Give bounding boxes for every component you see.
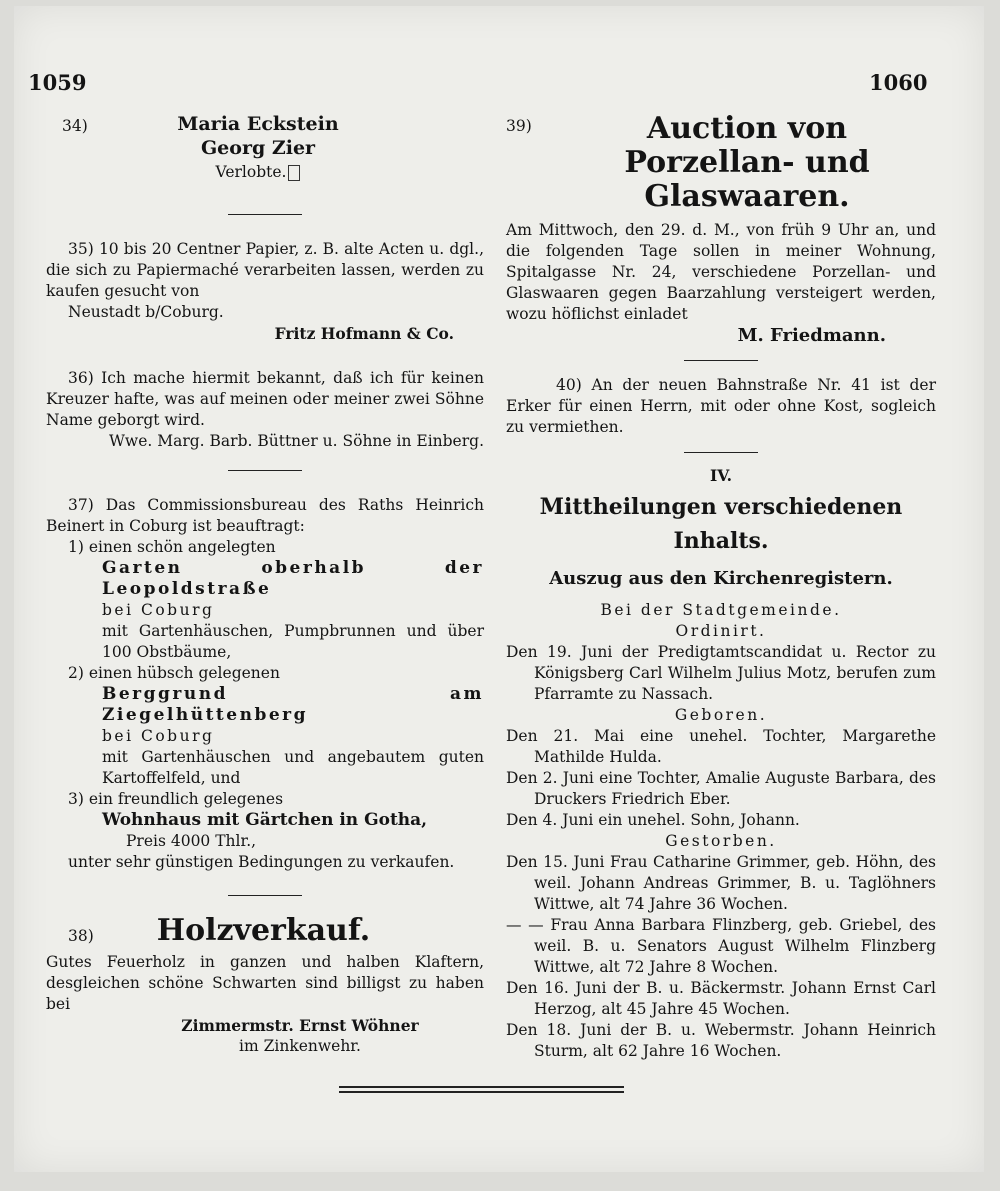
left-column [46, 112, 484, 1071]
engaged-name-2: Georg Zier [200, 137, 316, 159]
ad-intro: Das Commissionsbureau des Raths Heinrich Beinert in Coburg ist beauftragt: [46, 496, 484, 535]
newspaper-page [14, 6, 984, 1172]
died-entry-2: — — Frau Anna Barbara Flinzberg, geb. Griebel, des weil. B. u. Senators August Wilhelm Flinzberg Wittwe, alt 72 Jahre 8 Wochen. [506, 916, 936, 976]
parish-heading: Bei der Stadtgemeinde. [600, 601, 842, 619]
ad-signature: Fritz Hofmann & Co. [274, 324, 454, 343]
ad-signature: Zimmermstr. Ernst Wöhner [181, 1016, 419, 1035]
ad-number: 37) [68, 496, 94, 514]
item-2-details: mit Gartenhäuschen und angebautem guten Kartoffelfeld, und [102, 748, 484, 787]
died-entry-4: Den 18. Juni der B. u. Webermstr. Johann Heinrich Sturm, alt 62 Jahre 16 Wochen. [506, 1021, 936, 1060]
ad-text: 10 bis 20 Centner Papier, z. B. alte Acten u. dgl., die sich zu Papiermaché verarbeiten lassen, werden zu kaufen gesucht von [46, 240, 484, 300]
ad-40-room [506, 375, 936, 438]
ad-number: 34) [62, 117, 88, 135]
born-entry-3: Den 4. Juni ein unehel. Sohn, Johann. [506, 811, 800, 829]
item-3-intro: 3) ein freundlich gelegenes [68, 790, 284, 808]
ad-text: Am Mittwoch, den 29. d. M., von früh 9 Uhr an, und die folgenden Tage sollen in meiner Wohnung, Spitalgasse Nr. 24, verschiedene Porzellan- und Glaswaaren gegen Baarzahlung versteigert werden, wozu höflichst einladet [506, 221, 936, 323]
divider [228, 895, 302, 896]
ad-number: 35) [68, 240, 94, 258]
ad-headline: Auction von Porzellan- und Glaswaaren. [624, 111, 870, 214]
born-heading: Geboren. [674, 706, 768, 724]
right-column [506, 112, 936, 1062]
died-heading: Gestorben. [665, 832, 777, 850]
divider [684, 452, 758, 453]
divider [228, 214, 302, 215]
ordained-heading: Ordinirt. [675, 622, 767, 640]
ordained-entry: Den 19. Juni der Predigtamtscandidat u. Rector zu Königsberg Carl Wilhelm Julius Motz, berufen zum Pfarramte zu Nassach. [506, 643, 936, 703]
born-entry-1: Den 21. Mai eine unehel. Tochter, Margarethe Mathilde Hulda. [506, 727, 936, 766]
died-entry-3: Den 16. Juni der B. u. Bäckermstr. Johann Ernst Carl Herzog, alt 45 Jahre 45 Wochen. [506, 979, 936, 1018]
engagement-status: Verlobte. [138, 162, 378, 183]
item-1-location: bei Coburg [102, 601, 215, 619]
born-entry-2: Den 2. Juni eine Tochter, Amalie Auguste Barbara, des Druckers Friedrich Eber. [506, 769, 936, 808]
engaged-name-1: Maria Eckstein [177, 113, 339, 135]
ad-34-engagement [46, 112, 484, 200]
ad-closing: unter sehr günstigen Bedingungen zu verkaufen. [68, 853, 455, 871]
item-1-title: Garten oberhalb der Leopoldstraße [102, 558, 484, 599]
item-2-title: Berggrund am Ziegelhüttenberg [102, 684, 484, 725]
ad-text: An der neuen Bahnstraße Nr. 41 ist der Erker für einen Herrn, mit oder ohne Kost, sogleich zu vermiethen. [506, 376, 936, 436]
ad-place: Neustadt b/Coburg. [68, 303, 224, 321]
divider [684, 360, 758, 361]
ad-headline: Holzverkauf. [156, 913, 371, 948]
ad-text: Ich mache hiermit bekannt, daß ich für keinen Kreuzer hafte, was auf meinen oder meiner zwei Söhne Name geborgt wird. [46, 369, 484, 429]
section-subtitle: Auszug aus den Kirchenregistern. [549, 568, 893, 589]
item-1-intro: 1) einen schön angelegten [68, 538, 276, 556]
divider [228, 470, 302, 471]
ad-text: Gutes Feuerholz in ganzen und halben Klaftern, desgleichen schöne Schwarten sind billigst zu haben bei [46, 953, 484, 1013]
page-number-left: 1059 [28, 70, 87, 95]
ad-37-commission [46, 495, 484, 873]
small-ornament-icon [288, 165, 300, 181]
ad-35-paper [46, 239, 484, 344]
page-number-right: 1060 [869, 70, 928, 95]
item-2-intro: 2) einen hübsch gelegenen [68, 664, 280, 682]
item-3-title: Wohnhaus mit Gärtchen in Gotha, [102, 810, 428, 830]
section-title: Mittheilungen verschiedenen Inhalts. [539, 494, 903, 554]
section-roman: IV. [710, 466, 732, 485]
ad-number: 38) [68, 926, 94, 945]
ad-signature-location: im Zinkenwehr. [239, 1037, 361, 1055]
item-2-location: bei Coburg [102, 727, 215, 745]
ad-signature: M. Friedmann. [737, 325, 886, 346]
ad-36-notice [46, 368, 484, 452]
ad-number: 36) [68, 369, 94, 387]
ad-signature: Wwe. Marg. Barb. Büttner u. Söhne in Einberg. [109, 432, 484, 450]
ad-38-firewood [46, 914, 484, 1057]
ad-number: 39) [506, 117, 532, 135]
ad-39-auction [506, 112, 936, 346]
section-4 [506, 465, 936, 1062]
item-1-details: mit Gartenhäuschen, Pumpbrunnen und über 100 Obstbäume, [102, 622, 484, 661]
page-end-rule [339, 1086, 624, 1096]
ad-number: 40) [556, 376, 582, 394]
item-3-price: Preis 4000 Thlr., [126, 832, 257, 850]
died-entry-1: Den 15. Juni Frau Catharine Grimmer, geb. Höhn, des weil. Johann Andreas Grimmer, B. u. Taglöhners Wittwe, alt 74 Jahre 36 Wochen. [506, 853, 936, 913]
